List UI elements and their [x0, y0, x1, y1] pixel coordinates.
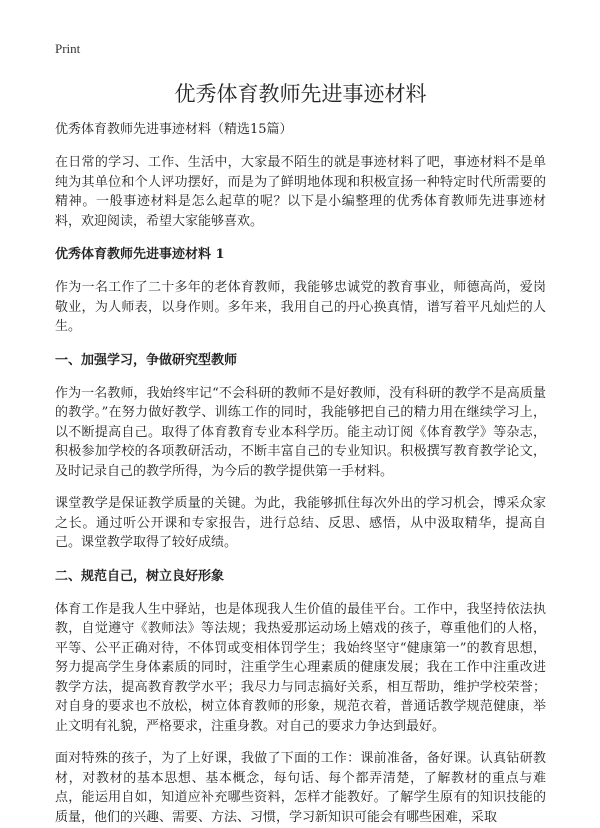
section-heading-study: 一、加强学习，争做研究型教师 — [55, 352, 238, 368]
material-1-intro-paragraph: 作为一名工作了二十多年的老体育教师，我能够忠诚党的教育事业，师德高尚，爱岗敬业，为人师表，以身作则。多年来，我用自己的丹心换真情，谱写着平凡灿烂的人生。 — [55, 280, 546, 334]
study-paragraph-1: 作为一名教师，我始终牢记“不会科研的教师不是好教师，没有科研的教学不是高质量的教学。”在努力做好教学、训练工作的同时，我能够把自己的精力用在继续学习上，以不断提高自己。取得了体育教育专业本科学历。能主动订阅《体育教学》等杂志，积极参加学校的各项教研活动，不断丰富自己的专业知识。积极撰写教育教学论文，及时记录自己的教学所得，为今后的教学提供第一手材料。 — [55, 385, 546, 479]
document-subtitle: 优秀体育教师先进事迹材料（精选15篇） — [55, 122, 293, 137]
print-link[interactable]: Print — [55, 41, 81, 56]
intro-paragraph: 在日常的学习、工作、生活中，大家最不陌生的就是事迹材料了吧，事迹材料不是单纯为其单位和个人评功摆好，而是为了鲜明地体现和积极宣扬一种特定时代所需要的精神。一般事迹材料是怎么起草的呢？以下是小编整理的优秀体育教师先进事迹材料，欢迎阅读，希望大家能够喜欢。 — [55, 155, 546, 229]
image-paragraph-1: 体育工作是我人生中驿站，也是体现我人生价值的最佳平台。工作中，我坚持依法执教，自觉遵守《教师法》等法规；我热爱那运动场上嬉戏的孩子，尊重他们的人格，平等、公平正确对待，不体罚或变相体罚学生；我始终坚守“健康第一”的教育思想，努力提高学生身体素质的同时，注重学生心理素质的健康发展；我在工作中注重改进教学方法，提高教育教学水平；我尽力与同志搞好关系，相互帮助，维护学校荣誉；对自身的要求也不放松，树立体育教师的形象，规范衣着，普通话教学规范健康，举止文明有礼貌，严格要求，注重身教。对自己的要求力争达到最好。 — [55, 601, 546, 734]
page-title: 优秀体育教师先进事迹材料 — [174, 82, 427, 106]
section-heading-material-1: 优秀体育教师先进事迹材料 1 — [55, 247, 225, 262]
section-heading-image: 二、规范自己，树立良好形象 — [55, 568, 225, 584]
image-paragraph-2: 面对特殊的孩子，为了上好课，我做了下面的工作：课前准备，备好课。认真钻研教材，对教材的基本思想、基本概念，每句话、每个都弄清楚，了解教材的重点与难点，能运用自如，知道应补充哪些资料，怎样才能教好。了解学生原有的知识技能的质量，他们的兴趣、需要、方法、习惯，学习新知识可能会有哪些困难，采取 — [55, 751, 546, 825]
study-paragraph-2: 课堂教学是保证教学质量的关键。为此，我能够抓住每次外出的学习机会，博采众家之长。通过听公开课和专家报告，进行总结、反思、感悟，从中汲取精华，提高自己。课堂教学取得了较好成绩。 — [55, 496, 546, 550]
